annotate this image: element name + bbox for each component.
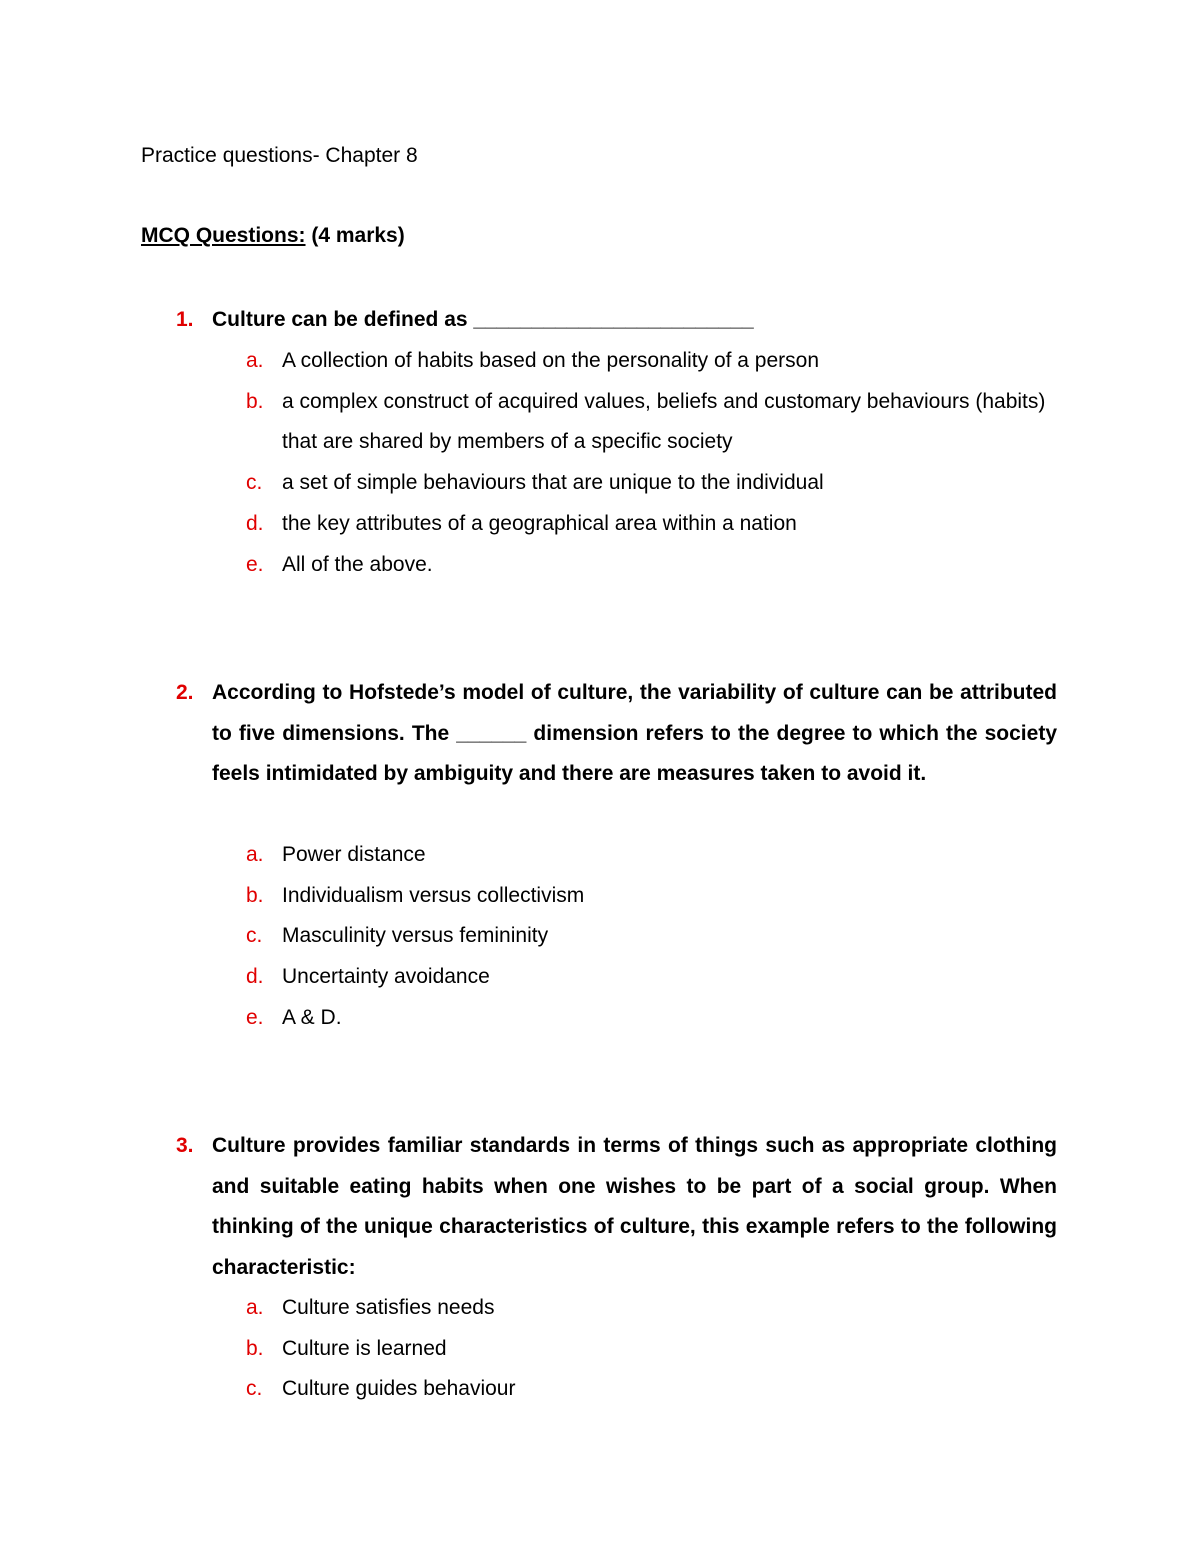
question-number: 1. <box>176 308 194 331</box>
option-letter: c. <box>246 1377 263 1401</box>
option-text: Culture guides behaviour <box>282 1377 516 1401</box>
option-text: Individualism versus collectivism <box>282 883 585 907</box>
option-text: A & D. <box>282 1005 342 1029</box>
option-text: a complex construct of acquired values, beliefs and customary behaviours (habits) that are shared by members of a specific society <box>282 389 1046 454</box>
option-item[interactable] <box>0 835 1200 876</box>
option-item[interactable] <box>0 341 1200 382</box>
question-1-options <box>0 341 1200 585</box>
question-text: Culture can be defined as ________________________ <box>212 308 754 331</box>
option-text: Uncertainty avoidance <box>282 965 490 989</box>
question-text: According to Hofstede’s model of culture, the variability of culture can be attributed to five dimensions. The ______ dimension refers to the degree to which the society feels intimidated by ambiguity and there are measures taken to avoid it. <box>212 681 1057 786</box>
question-2-options <box>0 835 1200 1039</box>
option-letter: e. <box>246 1005 264 1029</box>
option-item[interactable] <box>0 382 1200 463</box>
question-number: 3. <box>176 1134 194 1157</box>
option-item[interactable] <box>0 1369 1200 1410</box>
option-text: Culture satisfies needs <box>282 1296 495 1319</box>
option-text: A collection of habits based on the personality of a person <box>282 349 820 372</box>
question-3-options <box>0 1288 1200 1410</box>
option-text: a set of simple behaviours that are unique to the individual <box>282 471 824 495</box>
question-text: Culture provides familiar standards in terms of things such as appropriate clothing and suitable eating habits when one wishes to be part of a social group. When thinking of the unique characteristics of culture, this example refers to the following characteristic: <box>212 1134 1057 1280</box>
option-item[interactable] <box>0 463 1200 504</box>
option-letter: b. <box>246 883 264 907</box>
option-item[interactable] <box>0 1329 1200 1370</box>
option-text: Power distance <box>282 843 426 866</box>
option-letter: c. <box>246 924 263 948</box>
option-letter: d. <box>246 965 264 989</box>
option-letter: a. <box>246 843 264 866</box>
option-letter: c. <box>246 471 263 495</box>
option-text: Culture is learned <box>282 1336 447 1360</box>
option-letter: b. <box>246 389 264 413</box>
option-letter: e. <box>246 552 264 576</box>
option-text: the key attributes of a geographical area within a nation <box>282 511 797 535</box>
option-letter: a. <box>246 1296 264 1319</box>
option-item[interactable] <box>0 957 1200 998</box>
option-item[interactable] <box>0 504 1200 545</box>
option-item[interactable] <box>0 916 1200 957</box>
option-item[interactable] <box>0 876 1200 917</box>
option-letter: a. <box>246 349 264 372</box>
option-text: All of the above. <box>282 552 433 576</box>
option-item[interactable] <box>0 545 1200 586</box>
option-letter: b. <box>246 1336 264 1360</box>
section-label: MCQ Questions: <box>141 224 306 247</box>
option-item[interactable] <box>0 998 1200 1039</box>
option-text: Masculinity versus femininity <box>282 924 549 948</box>
question-number: 2. <box>176 681 194 704</box>
option-item[interactable] <box>0 1288 1200 1329</box>
option-letter: d. <box>246 511 264 535</box>
section-marks: (4 marks) <box>305 224 405 247</box>
section-heading <box>141 222 405 250</box>
document-title: Practice questions- Chapter 8 <box>141 144 418 167</box>
